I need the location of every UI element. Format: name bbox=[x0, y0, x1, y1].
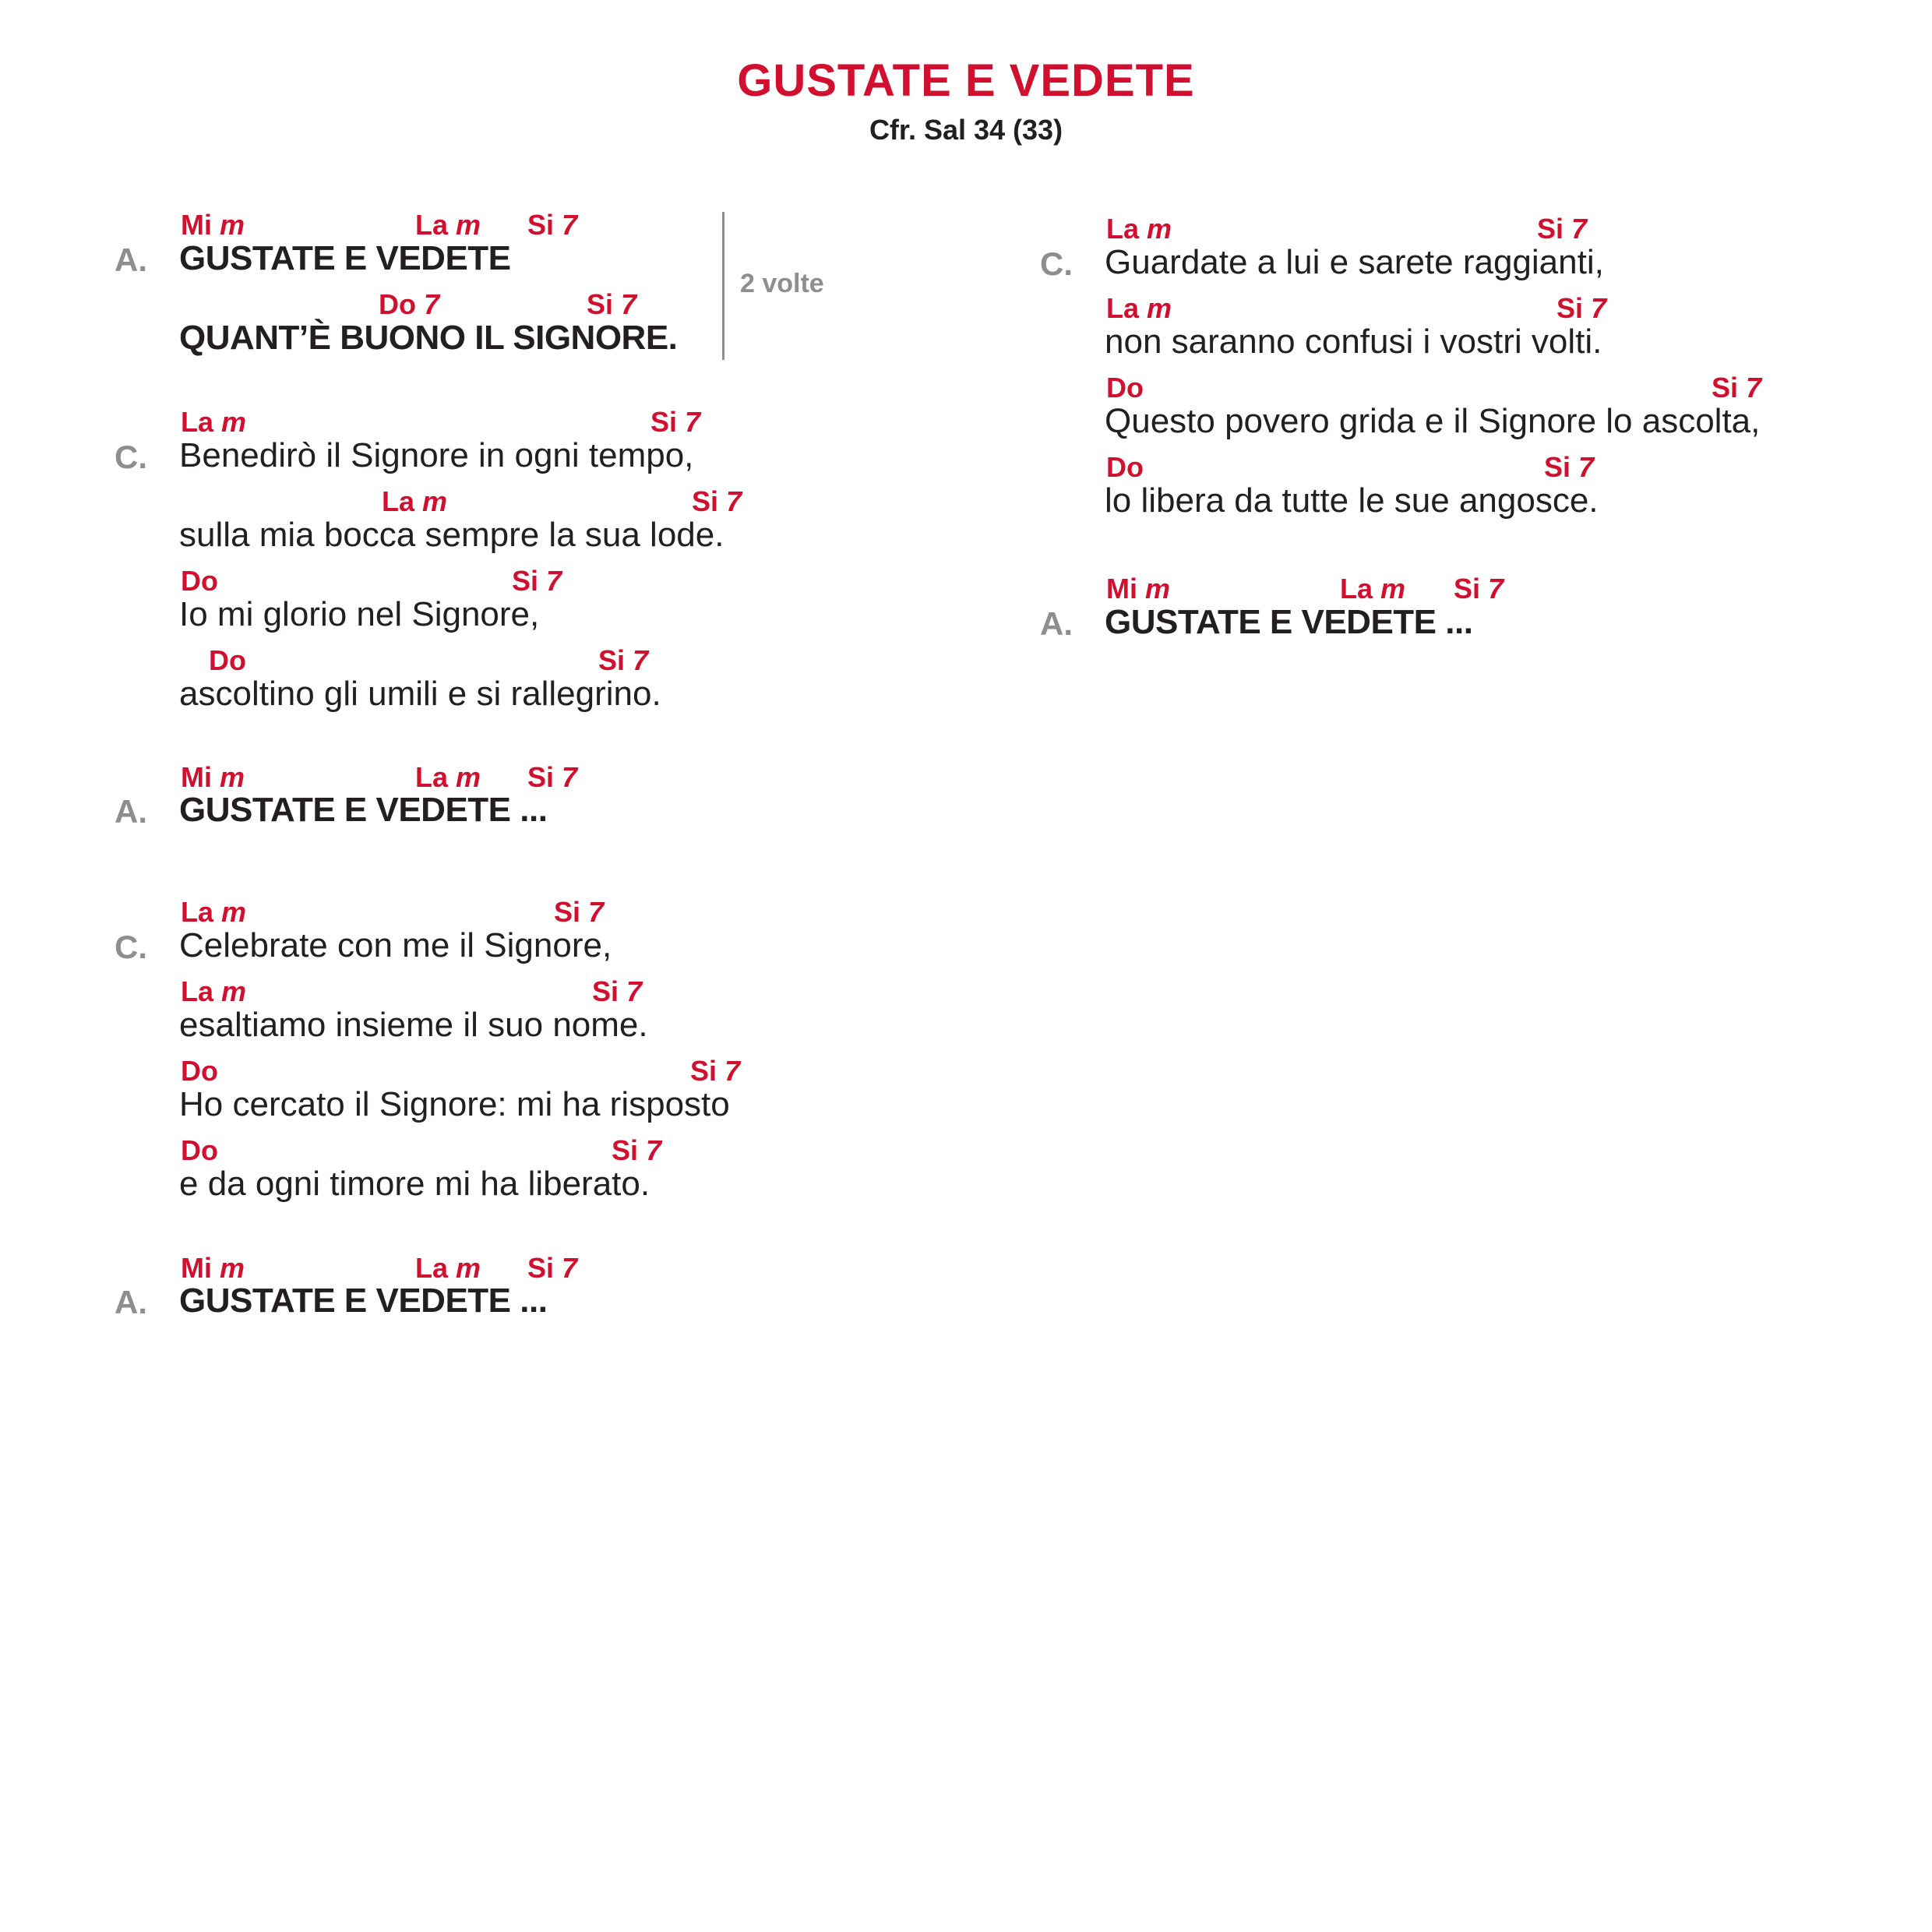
chord-si-7: Si 7 bbox=[527, 209, 578, 241]
chord-si-7: Si 7 bbox=[527, 1252, 578, 1284]
chord-si-7: Si 7 bbox=[592, 975, 643, 1007]
song-subtitle: Cfr. Sal 34 (33) bbox=[869, 114, 1063, 146]
chord-la-minor: La m bbox=[382, 485, 448, 517]
verse-line: non saranno confusi i vostri volti. bbox=[1105, 323, 1602, 361]
chord-mi-minor: Mi m bbox=[181, 761, 245, 793]
chord-mi-minor: Mi m bbox=[181, 1252, 245, 1284]
chord-si-7: Si 7 bbox=[1537, 213, 1588, 245]
chord-la-minor: La m bbox=[1106, 292, 1172, 324]
chord-si-7: Si 7 bbox=[1712, 372, 1762, 404]
antiphon-marker: A. bbox=[115, 1284, 147, 1320]
verse-line: Guardate a lui e sarete raggianti, bbox=[1105, 243, 1604, 281]
verse-line: sulla mia bocca sempre la sua lode. bbox=[179, 516, 724, 554]
chord-do: Do bbox=[181, 565, 218, 597]
antiphon-line: GUSTATE E VEDETE ... bbox=[1105, 603, 1473, 641]
repeat-bracket bbox=[722, 212, 724, 360]
chord-si-7: Si 7 bbox=[598, 644, 649, 676]
chord-la-minor: La m bbox=[1106, 213, 1172, 245]
chord-do: Do bbox=[181, 1134, 218, 1166]
chord-la-minor: La m bbox=[1340, 573, 1406, 605]
chord-si-7: Si 7 bbox=[1557, 292, 1607, 324]
chord-mi-minor: Mi m bbox=[1106, 573, 1171, 605]
verse-line: lo libera da tutte le sue angosce. bbox=[1105, 481, 1599, 520]
chord-si-7: Si 7 bbox=[650, 406, 701, 438]
chord-do: Do bbox=[1106, 451, 1144, 483]
chord-la-minor: La m bbox=[181, 975, 247, 1007]
chord-si-7: Si 7 bbox=[527, 761, 578, 793]
verse-line: esaltiamo insieme il suo nome. bbox=[179, 1006, 648, 1044]
chord-si-7: Si 7 bbox=[1454, 573, 1504, 605]
chord-mi-minor: Mi m bbox=[181, 209, 245, 241]
chord-do: Do bbox=[1106, 372, 1144, 404]
antiphon-line: GUSTATE E VEDETE ... bbox=[179, 791, 548, 829]
verse-line: ascoltino gli umili e si rallegrino. bbox=[179, 675, 661, 713]
antiphon-marker: A. bbox=[1040, 605, 1073, 642]
antiphon-marker: A. bbox=[115, 242, 147, 278]
chord-la-minor: La m bbox=[415, 209, 481, 241]
cantor-marker: C. bbox=[1040, 245, 1073, 282]
chord-si-7: Si 7 bbox=[612, 1134, 662, 1166]
antiphon-line: GUSTATE E VEDETE ... bbox=[179, 1282, 548, 1320]
antiphon-marker: A. bbox=[115, 793, 147, 830]
chord-la-minor: La m bbox=[415, 1252, 481, 1284]
chord-si-7: Si 7 bbox=[1544, 451, 1595, 483]
verse-line: Ho cercato il Signore: mi ha risposto bbox=[179, 1085, 730, 1123]
chord-la-minor: La m bbox=[181, 896, 247, 928]
verse-line: Benedirò il Signore in ogni tempo, bbox=[179, 436, 694, 474]
verse-line: e da ogni timore mi ha liberato. bbox=[179, 1165, 650, 1203]
verse-line: Celebrate con me il Signore, bbox=[179, 926, 612, 964]
chord-si-7: Si 7 bbox=[692, 485, 742, 517]
chord-si-7: Si 7 bbox=[587, 288, 637, 320]
chord-do: Do bbox=[209, 644, 246, 676]
chord-do: Do bbox=[181, 1055, 218, 1087]
chord-si-7: Si 7 bbox=[554, 896, 605, 928]
chord-si-7: Si 7 bbox=[690, 1055, 741, 1087]
cantor-marker: C. bbox=[115, 439, 147, 475]
chord-do-7: Do 7 bbox=[379, 288, 440, 320]
verse-line: Questo povero grida e il Signore lo ascolta, bbox=[1105, 402, 1761, 440]
verse-line: Io mi glorio nel Signore, bbox=[179, 595, 540, 633]
antiphon-line: GUSTATE E VEDETE bbox=[179, 239, 511, 277]
chord-la-minor: La m bbox=[415, 761, 481, 793]
chord-la-minor: La m bbox=[181, 406, 247, 438]
cantor-marker: C. bbox=[115, 929, 147, 965]
antiphon-line: QUANT’È BUONO IL SIGNORE. bbox=[179, 319, 678, 357]
repeat-note: 2 volte bbox=[740, 269, 824, 298]
song-title: GUSTATE E VEDETE bbox=[737, 55, 1195, 106]
chord-si-7: Si 7 bbox=[512, 565, 562, 597]
